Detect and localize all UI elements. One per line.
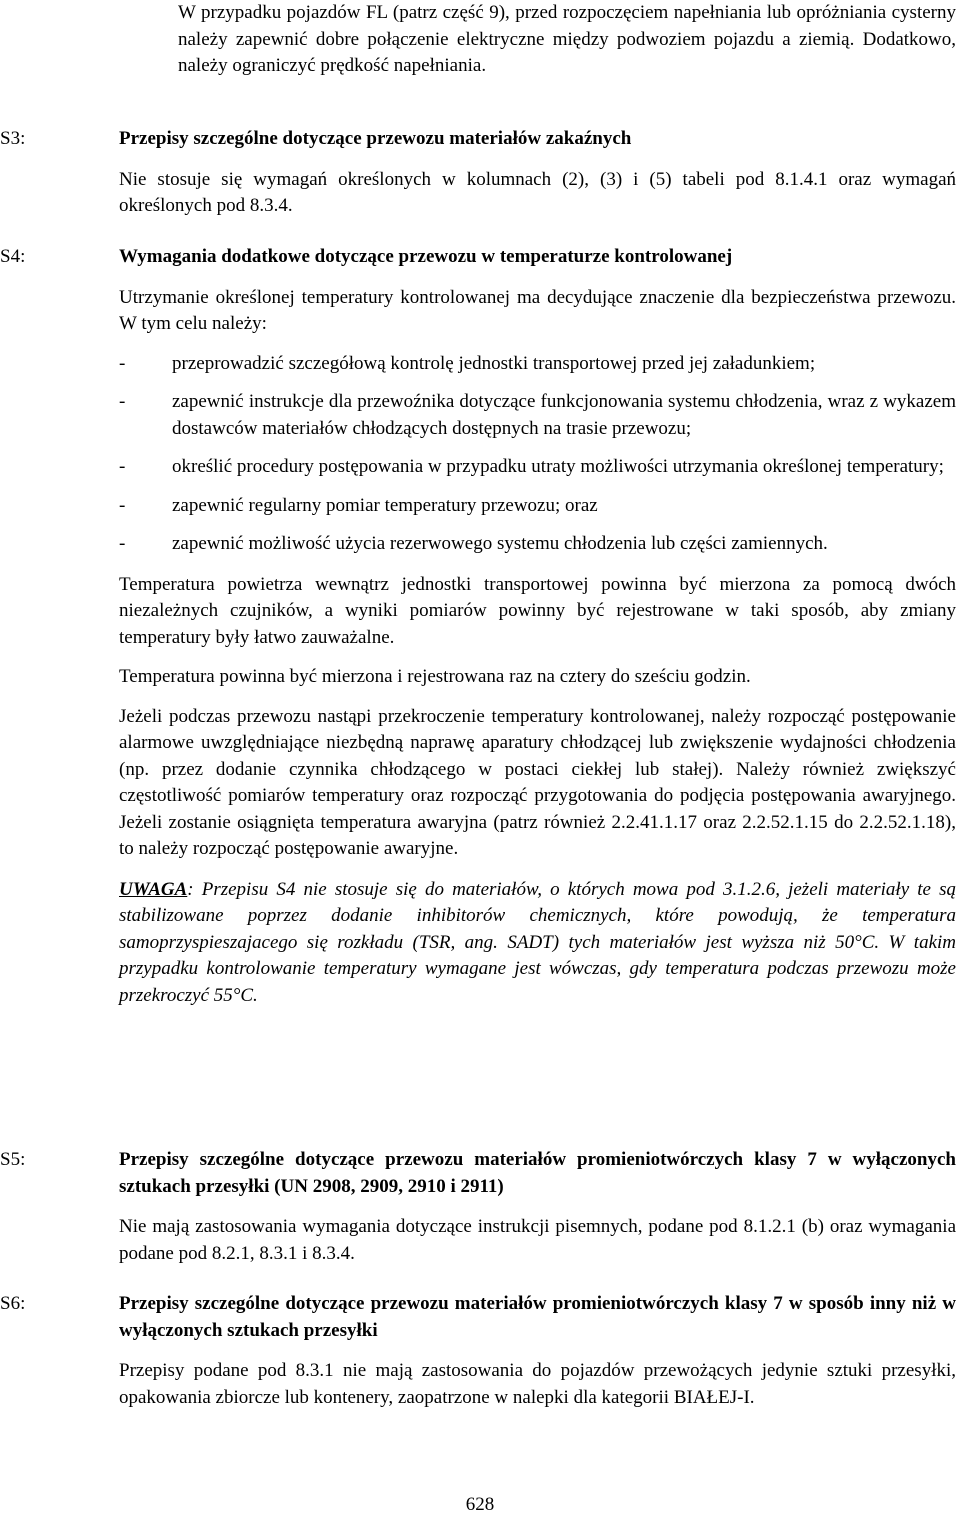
list-item-text: zapewnić możliwość użycia rezerwowego systemu chłodzenia lub części zamiennych.: [172, 533, 828, 554]
section-title: Przepisy szczególne dotyczące przewozu materiałów zakaźnych: [119, 128, 632, 149]
intro-paragraph: W przypadku pojazdów FL (patrz część 9), przed rozpoczęciem napełniania lub opróżniania cysterny należy zapewnić dobre połączenie elektryczne między podwoziem pojazdu a ziemią. Dodatkowo, należy ograniczyć prędkość napełniania.: [178, 2, 956, 76]
list-item: [119, 493, 956, 520]
paragraph-sensors: Temperatura powietrza wewnątrz jednostki transportowej powinna być mierzona za pomocą dwóch niezależnych czujników, a wyniki pomiarów powinny być rejestrowane w taki sposób, aby zmiany temperatury były łatwo zauważalne.: [119, 573, 956, 648]
section-code: S6:: [0, 1293, 26, 1314]
list-item-text: zapewnić regularny pomiar temperatury przewozu; oraz: [172, 494, 598, 516]
dash-marker: -: [119, 391, 126, 412]
note-text: : Przepisu S4 nie stosuje się do materiałów, o których mowa pod 3.1.2.6, jeżeli materiały te są stabilizowane poprzez dodanie inhibitorów chemicznych, które powodują, że temperatura samoprzyspieszajacego się rozkładu (TSR, ang. SADT) tych materiałów jest wyższa niż 50°C. W takim przypadku kontrolowanie temperatury wymagane jest wówczas, gdy temperatura podczas przewozu może przekroczyć 55°C.: [119, 878, 956, 1006]
section-text: Przepisy podane pod 8.3.1 nie mają zastosowania do pojazdów przewożących jedynie sztuki przesyłki, opakowania zbiorcze lub kontenery, zaopatrzone w nalepki dla kategorii BIAŁEJ-I.: [119, 1360, 956, 1408]
section-lead: Utrzymanie określonej temperatury kontrolowanej ma decydujące znaczenie dla bezpieczeństwa przewozu. W tym celu należy:: [119, 286, 956, 334]
list-item: [119, 351, 956, 378]
section-body: [119, 1291, 956, 1411]
page-number: 628: [465, 1494, 495, 1515]
section-title: Przepisy szczególne dotyczące przewozu materiałów promieniotwórczych klasy 7 w wyłączonych sztukach przesyłki (UN 2908, 2909, 2910 i 2911): [119, 1149, 956, 1197]
section-code: S4:: [0, 246, 26, 267]
paragraph-emergency: Jeżeli podczas przewozu nastąpi przekroczenie temperatury kontrolowanej, należy rozpocząć postępowanie alarmowe uwzględniające niezbędną naprawę aparatury chłodzącej lub zwiększenie wydajności chłodzenia (np. przez dodanie czynnika chłodzącego w postaci ciekłej lub stałej). Należy również zwiększyć częstotliwość pomiarów temperatury oraz rozpocząć przygotowania do podjęcia postępowania awaryjnego. Jeżeli zostanie osiągnięta temperatura awaryjna (patrz również 2.2.41.1.17 oraz 2.2.52.1.15 do 2.2.52.1.18), to należy rozpocząć postępowanie awaryjne.: [119, 705, 956, 859]
section-code: S5:: [0, 1149, 26, 1170]
section-text: Nie stosuje się wymagań określonych w kolumnach (2), (3) i (5) tabeli pod 8.1.4.1 oraz wymagań określonych pod 8.3.4.: [119, 168, 956, 216]
list-item: [119, 389, 956, 442]
note-label: UWAGA: [119, 878, 188, 900]
dash-marker: -: [119, 494, 126, 516]
note-paragraph: [119, 877, 956, 1010]
section-body: [119, 1147, 956, 1267]
section-title: Przepisy szczególne dotyczące przewozu materiałów promieniotwórczych klasy 7 w sposób inny niż w wyłączonych sztukach przesyłki: [119, 1293, 956, 1341]
section-title: Wymagania dodatkowe dotyczące przewozu w temperaturze kontrolowanej: [119, 246, 733, 267]
dash-marker: -: [119, 352, 126, 374]
list-item: [119, 531, 956, 558]
section-code: S3:: [0, 128, 26, 149]
section-body: [119, 244, 956, 1009]
section-text: Nie mają zastosowania wymagania dotyczące instrukcji pisemnych, podane pod 8.1.2.1 (b) oraz wymagania podane pod 8.2.1, 8.3.1 i 8.3.4.: [119, 1216, 956, 1264]
requirements-list: [119, 351, 956, 558]
list-item-text: przeprowadzić szczegółową kontrolę jednostki transportowej przed jej załadunkiem;: [172, 352, 816, 374]
list-item-text: zapewnić instrukcje dla przewoźnika dotyczące funkcjonowania systemu chłodzenia, wraz z wykazem dostawców materiałów chłodzących dostępnych na trasie przewozu;: [172, 391, 956, 439]
paragraph-frequency: Temperatura powinna być mierzona i rejestrowana raz na cztery do sześciu godzin.: [119, 666, 751, 687]
section-body: [119, 126, 956, 220]
dash-marker: -: [119, 533, 126, 554]
list-item-text: określić procedury postępowania w przypadku utraty możliwości utrzymania określonej temperatury;: [172, 456, 944, 477]
list-item: [119, 454, 956, 481]
dash-marker: -: [119, 456, 126, 477]
